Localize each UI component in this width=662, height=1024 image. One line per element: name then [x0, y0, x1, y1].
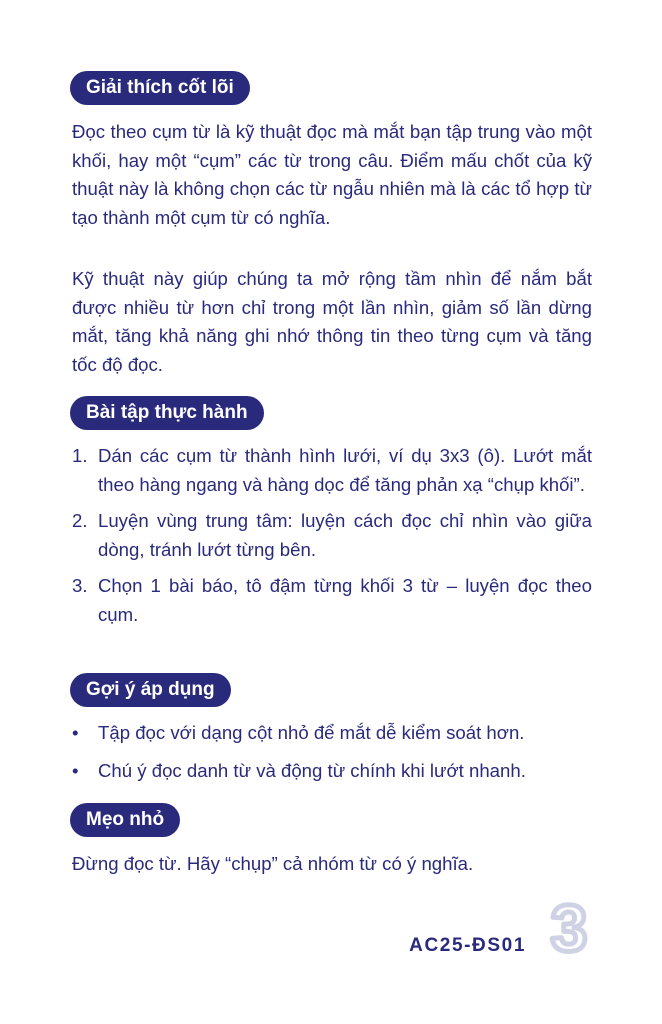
page-number-text: 3 — [550, 900, 588, 958]
page-number — [540, 900, 598, 958]
list-item-text: Dán các cụm từ thành hình lưới, ví dụ 3x3 (ô). Lướt mắt theo hàng ngang và hàng dọc để tăng phản xạ “chụp khối”. — [98, 445, 592, 495]
list-item-number: 3. — [72, 575, 88, 596]
section-heading-tip: Mẹo nhỏ — [70, 803, 180, 837]
section-heading-core: Giải thích cốt lõi — [70, 71, 250, 105]
list-item-text: Chọn 1 bài báo, tô đậm từng khối 3 từ – luyện đọc theo cụm. — [98, 575, 592, 625]
tip-text: Đừng đọc từ. Hãy “chụp” cả nhóm từ có ý nghĩa. — [72, 853, 474, 874]
list-item — [72, 442, 592, 499]
list-item — [72, 719, 592, 748]
list-item — [72, 507, 592, 564]
list-item-number: 2. — [72, 510, 88, 531]
section-heading-practice: Bài tập thực hành — [70, 396, 264, 430]
core-paragraph-1: Đọc theo cụm từ là kỹ thuật đọc mà mắt bạn tập trung vào một khối, hay một “cụm” các từ trong câu. Điểm mấu chốt của kỹ thuật này là không chọn các từ ngẫu nhiên mà là các tổ hợp từ tạo thành một cụm từ có nghĩa. — [72, 121, 592, 228]
section-heading-apply: Gợi ý áp dụng — [70, 673, 231, 707]
list-item — [72, 757, 592, 786]
bullet-icon: • — [72, 759, 79, 781]
list-item-text: Chú ý đọc danh từ và động từ chính khi lướt nhanh. — [98, 759, 526, 781]
list-item-number: 1. — [72, 445, 88, 466]
document-code: AC25-ĐS01 — [409, 935, 526, 956]
list-item-text: Tập đọc với dạng cột nhỏ để mắt dễ kiểm soát hơn. — [98, 722, 525, 743]
bullet-icon: • — [72, 722, 79, 743]
apply-list — [72, 719, 592, 794]
core-paragraph-2: Kỹ thuật này giúp chúng ta mở rộng tầm nhìn để nắm bắt được nhiều từ hơn chỉ trong một lần nhìn, giảm số lần dừng mắt, tăng khả năng ghi nhớ thông tin theo từng cụm và tăng tốc độ đọc. — [72, 268, 592, 375]
list-item-text: Luyện vùng trung tâm: luyện cách đọc chỉ nhìn vào giữa dòng, tránh lướt từng bên. — [98, 510, 592, 560]
practice-list — [72, 442, 592, 637]
list-item — [72, 572, 592, 629]
